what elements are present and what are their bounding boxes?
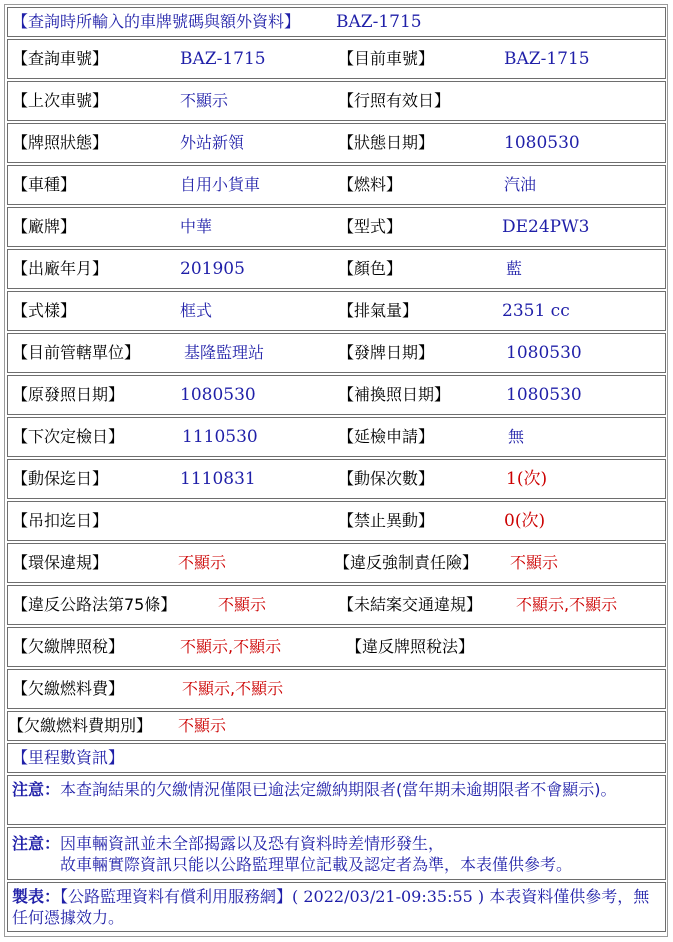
label-color: 【顏色】 [338, 259, 403, 278]
value-inspection-extension: 無 [508, 427, 525, 446]
footer-text [12, 886, 661, 928]
label-unpaid-fuel-fee-period: 【欠繳燃料費期別】 [8, 716, 153, 735]
row-query-plate [7, 39, 666, 79]
footer-source: 【公路監理資料有償利用服務網】 [60, 887, 293, 906]
label-vehicle-type: 【車種】 [12, 175, 77, 194]
label-manufacture-date: 【出廠年月】 [12, 259, 109, 278]
label-environmental-violation: 【環保違規】 [12, 553, 109, 572]
row-environmental-violation [7, 543, 666, 583]
header-plate: BAZ-1715 [336, 12, 422, 32]
label-brand: 【廠牌】 [12, 217, 77, 236]
label-highway-act-violation: 【違反公路法第75條】 [12, 595, 177, 614]
row-brand [7, 207, 666, 247]
note-disclaimer-line2: 故車輛實際資訊只能以公路監理單位記載及認定者為準，本表僅供參考。 [60, 855, 573, 874]
row-plate-status [7, 123, 666, 163]
row-next-inspection [7, 417, 666, 457]
value-brand: 中華 [180, 217, 213, 236]
value-highway-act-violation: 不顯示 [218, 595, 267, 614]
value-query-plate: BAZ-1715 [180, 49, 266, 69]
value-jurisdiction: 基隆監理站 [184, 343, 265, 362]
label-query-plate: 【查詢車號】 [12, 49, 109, 68]
row-original-license-date [7, 375, 666, 415]
value-unsettled-traffic-violation: 不顯示,不顯示 [516, 595, 618, 614]
value-unpaid-fuel-fee-period: 不顯示 [178, 716, 227, 735]
note-disclaimer-prefix: 注意： [12, 834, 61, 853]
value-style: 框式 [180, 301, 213, 320]
value-fuel: 汽油 [504, 175, 537, 194]
value-model: DE24PW3 [502, 217, 590, 237]
row-vehicle-type [7, 165, 666, 205]
row-manufacture-date [7, 249, 666, 289]
label-compulsory-insurance-violation: 【違反強制責任險】 [334, 553, 479, 572]
label-original-license-date: 【原發照日期】 [12, 385, 125, 404]
note-disclaimer-text [12, 833, 661, 875]
footer-prefix: 製表： [12, 887, 61, 906]
row-lien-end-date [7, 459, 666, 499]
value-manufacture-date: 201905 [180, 259, 245, 279]
label-model: 【型式】 [338, 217, 403, 236]
row-previous-plate [7, 81, 666, 121]
label-current-plate: 【目前車號】 [338, 49, 435, 68]
footer-timestamp: ( 2022/03/21-09:35:55 ) [292, 887, 485, 906]
value-plate-status: 外站新領 [180, 133, 245, 152]
value-compulsory-insurance-violation: 不顯示 [510, 553, 559, 572]
value-lien-end-date: 1110831 [180, 469, 256, 489]
label-style: 【式樣】 [12, 301, 77, 320]
label-license-valid-date: 【行照有效日】 [338, 91, 451, 110]
row-mileage [7, 743, 666, 773]
label-issue-date: 【發牌日期】 [338, 343, 435, 362]
label-jurisdiction: 【目前管轄單位】 [12, 343, 141, 362]
value-reissue-date: 1080530 [506, 385, 582, 405]
label-unsettled-traffic-violation: 【未結案交通違規】 [338, 595, 483, 614]
label-suspension-end-date: 【吊扣迄日】 [12, 511, 109, 530]
value-original-license-date: 1080530 [180, 385, 256, 405]
mileage-label: 【里程數資訊】 [12, 748, 125, 767]
header-row [7, 7, 666, 37]
row-highway-act-violation [7, 585, 666, 625]
value-unpaid-license-tax: 不顯示,不顯示 [180, 637, 282, 656]
footer-suffix: 本表資料僅供參考，無任何憑據效力。 [12, 887, 650, 927]
label-unpaid-license-tax: 【欠繳牌照稅】 [12, 637, 125, 656]
label-next-inspection: 【下次定檢日】 [12, 427, 125, 446]
note-overdue-text [12, 779, 661, 800]
value-current-plate: BAZ-1715 [504, 49, 590, 69]
row-jurisdiction [7, 333, 666, 373]
label-unpaid-fuel-fee: 【欠繳燃料費】 [12, 679, 125, 698]
label-inspection-extension: 【延檢申請】 [338, 427, 435, 446]
note-disclaimer [7, 827, 666, 880]
row-unpaid-fuel-fee [7, 669, 666, 709]
note-overdue [7, 775, 666, 825]
label-transfer-prohibited: 【禁止異動】 [338, 511, 435, 530]
label-displacement: 【排氣量】 [338, 301, 419, 320]
footer [7, 882, 666, 932]
note-overdue-body: 本查詢結果的欠繳情況僅限已逾法定繳納期限者(當年期未逾期限者不會顯示)。 [60, 780, 617, 799]
value-unpaid-fuel-fee: 不顯示,不顯示 [182, 679, 284, 698]
value-status-date: 1080530 [504, 133, 580, 153]
row-suspension-end-date [7, 501, 666, 541]
value-displacement: 2351 cc [502, 301, 570, 321]
value-color: 藍 [506, 259, 523, 278]
label-previous-plate: 【上次車號】 [12, 91, 109, 110]
label-lien-count: 【動保次數】 [338, 469, 435, 488]
row-unpaid-fuel-fee-period [7, 711, 666, 741]
row-style [7, 291, 666, 331]
value-vehicle-type: 自用小貨車 [180, 175, 261, 194]
label-license-tax-violation: 【違反牌照稅法】 [346, 637, 475, 656]
value-previous-plate: 不顯示 [180, 91, 229, 110]
label-plate-status: 【牌照狀態】 [12, 133, 109, 152]
value-environmental-violation: 不顯示 [178, 553, 227, 572]
label-fuel: 【燃料】 [338, 175, 403, 194]
note-disclaimer-line1: 因車輛資訊並未全部揭露以及恐有資料時差情形發生， [60, 834, 445, 853]
value-next-inspection: 1110530 [182, 427, 258, 447]
value-lien-count: 1(次) [506, 469, 548, 489]
row-unpaid-license-tax [7, 627, 666, 667]
header-title: 【查詢時所輸入的車牌號碼與額外資料】 [12, 12, 301, 31]
label-reissue-date: 【補換照日期】 [338, 385, 451, 404]
label-lien-end-date: 【動保迄日】 [12, 469, 109, 488]
label-status-date: 【狀態日期】 [338, 133, 435, 152]
value-transfer-prohibited: 0(次) [504, 511, 546, 531]
value-issue-date: 1080530 [506, 343, 582, 363]
note-overdue-prefix: 注意： [12, 780, 61, 799]
